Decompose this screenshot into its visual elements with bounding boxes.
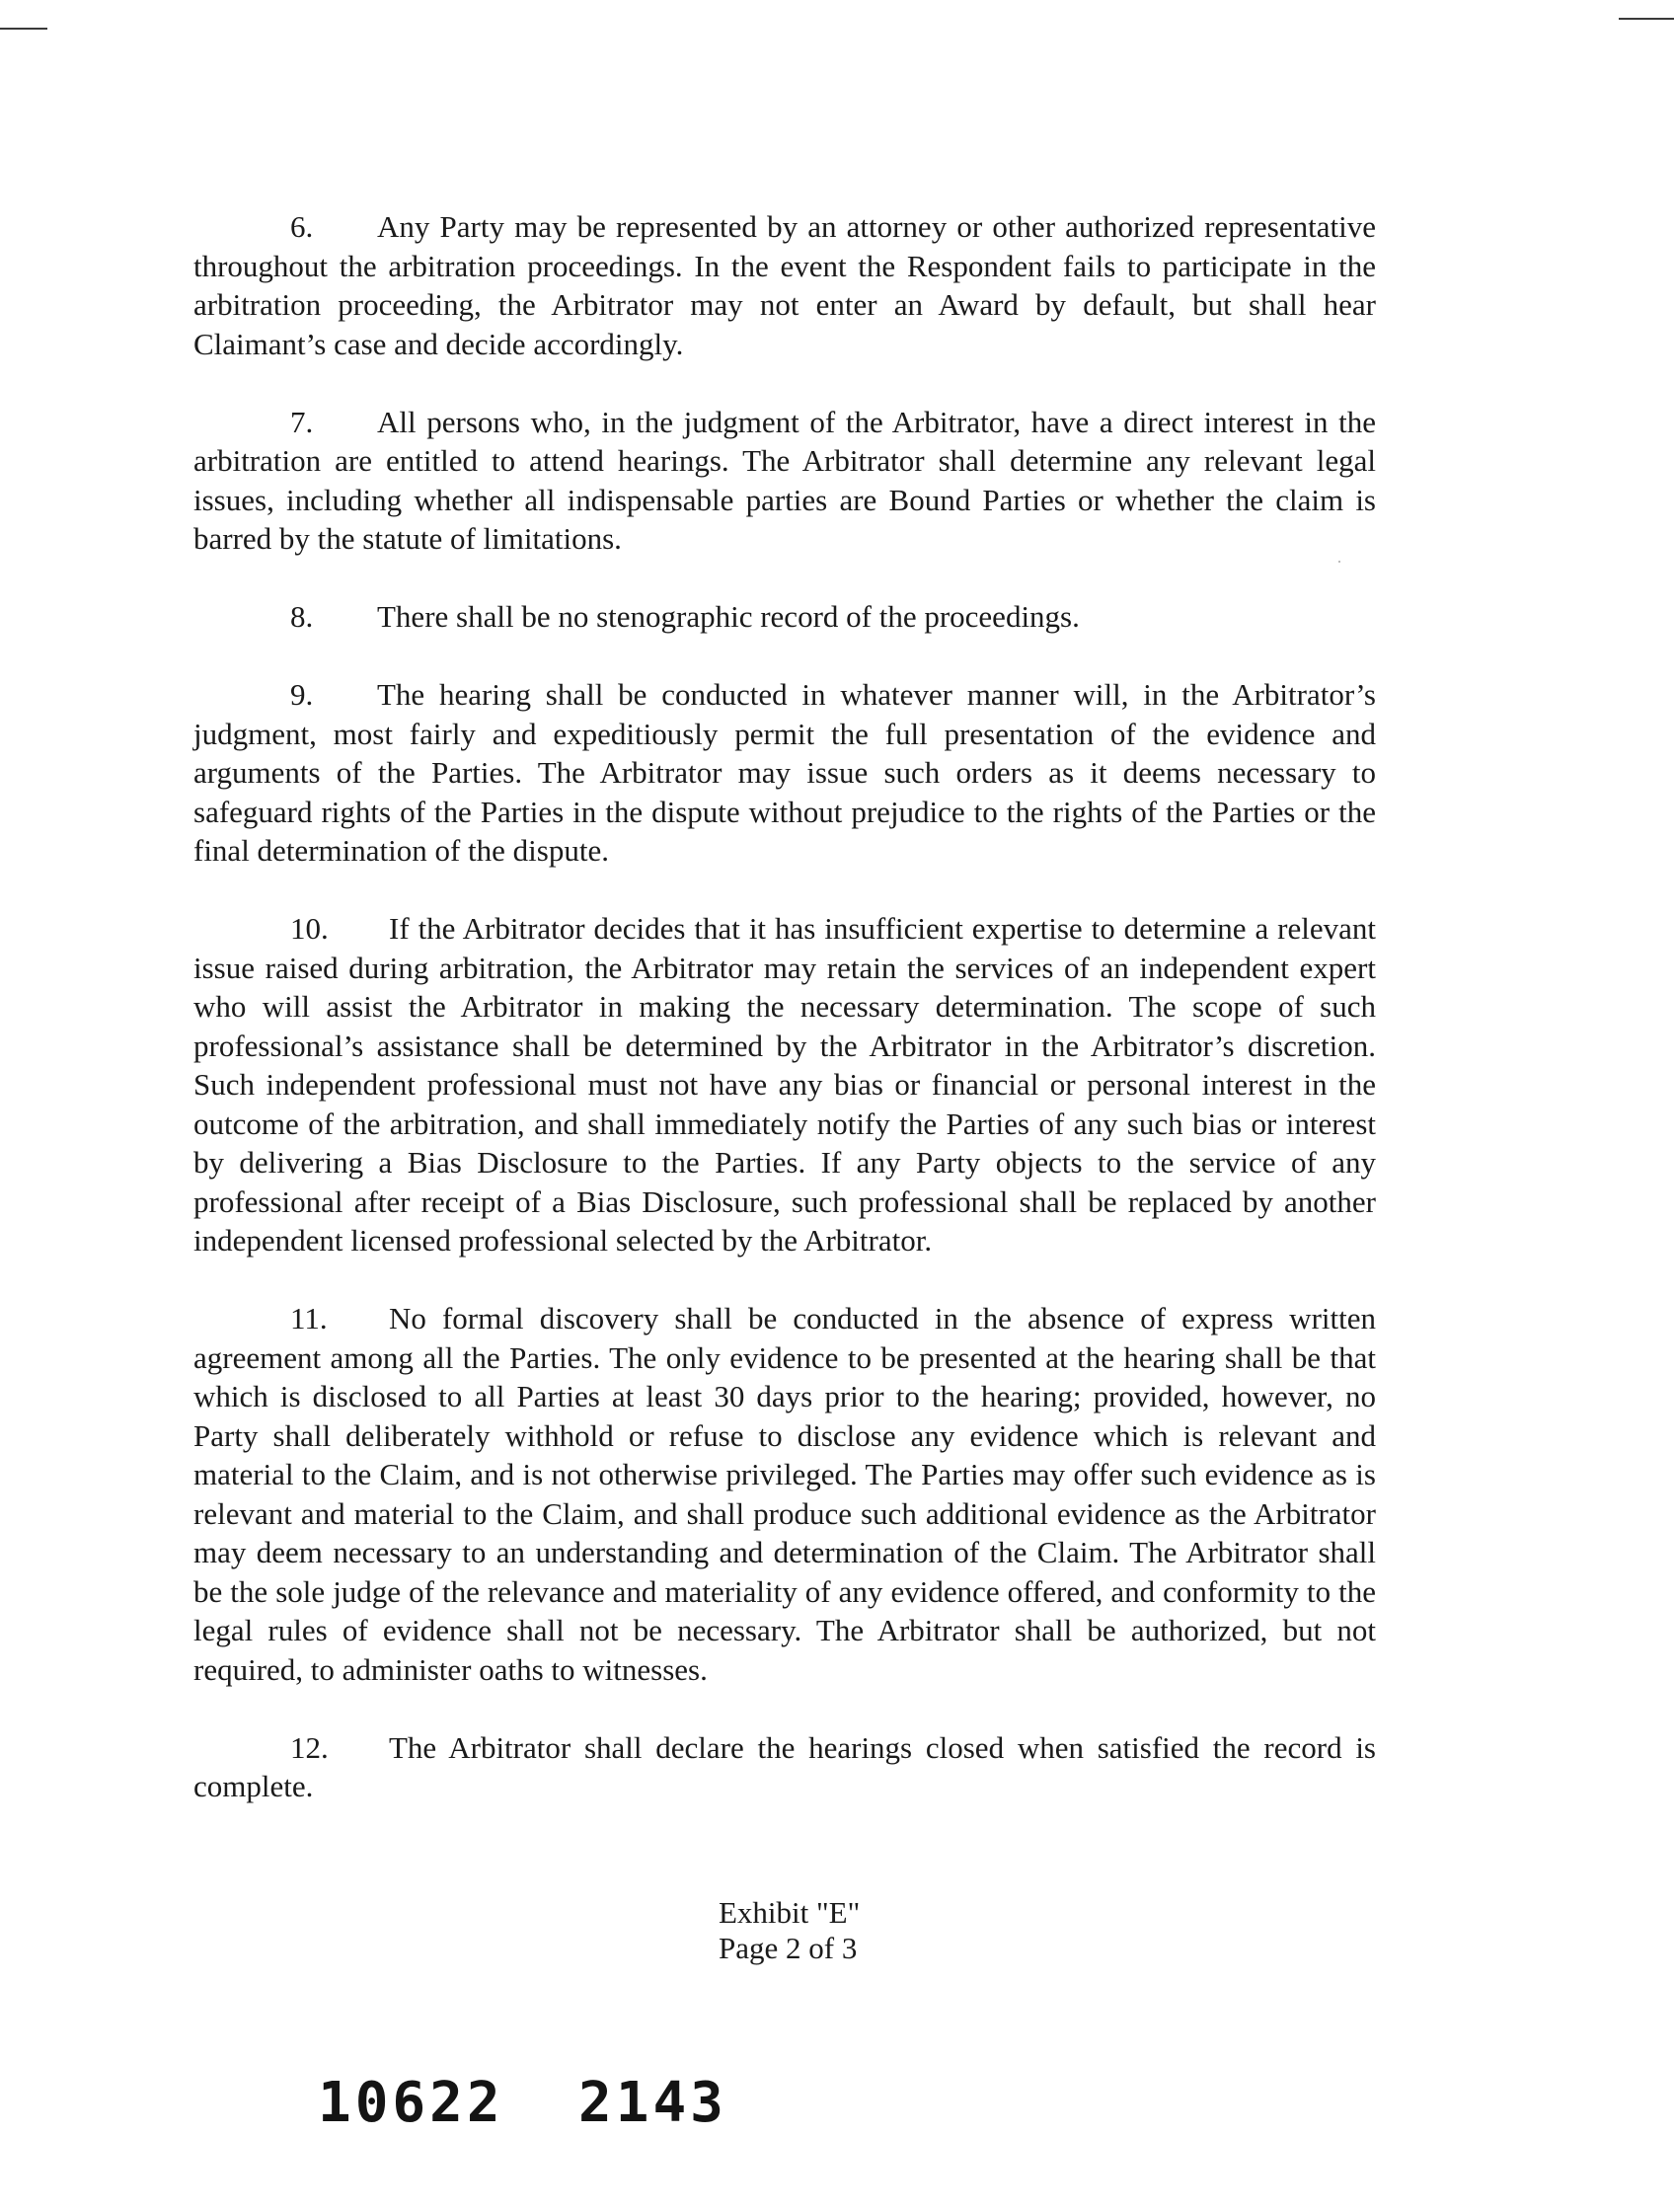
paragraph-number: 12. bbox=[290, 1729, 329, 1765]
paragraph-text: All persons who, in the judgment of the Arbitrator, have a direct interest in the arbitration are entitled to attend hearings. The Arbitrator shall determine any relevant legal issues, including whether all indispensable parties are Bound Parties or whether the claim is barred by the statute of limitations. bbox=[193, 404, 1376, 556]
page-footer bbox=[719, 1895, 860, 1966]
stamp-book-number: 10622 bbox=[318, 2071, 504, 2135]
scan-edge-mark-right bbox=[1619, 18, 1674, 20]
paragraph-number: 11. bbox=[290, 1301, 328, 1335]
scan-edge-mark-left bbox=[0, 28, 47, 30]
paragraph-number: 8. bbox=[290, 599, 314, 634]
paragraph-text: Any Party may be represented by an attorney or other authorized representative throughout the arbitration proceedings. In the event the Respondent fails to participate in the arbitration proceeding, the Arbitrator may not enter an Award by default, but shall hear Claimant’s case and decide accordingly. bbox=[193, 209, 1376, 361]
paragraph-number: 10. bbox=[290, 911, 329, 946]
paragraph-text: No formal discovery shall be conducted in the absence of express written agreement among all the Parties. The only evidence to be presented at the hearing shall be that which is disclosed to all Parties at least 30 days prior to the hearing; provided, however, no Party shall deliberately withhold or refuse to disclose any evidence which is relevant and material to the Claim, and is not otherwise privileged. The Parties may offer such evidence as is relevant and material to the Claim, and shall produce such additional evidence as the Arbitrator may deem necessary to an understanding and determination of the Claim. The Arbitrator shall be the sole judge of the relevance and materiality of any evidence offered, and conformity to the legal rules of evidence shall not be necessary. The Arbitrator shall be authorized, but not required, to administer oaths to witnesses. bbox=[193, 1301, 1376, 1687]
page-number: Page 2 of 3 bbox=[719, 1931, 858, 1965]
paragraph-8 bbox=[193, 597, 1376, 637]
paragraph-6 bbox=[193, 207, 1376, 363]
paragraph-text: There shall be no stenographic record of the proceedings. bbox=[377, 599, 1080, 634]
stamp-page-number: 2143 bbox=[578, 2071, 727, 2135]
paragraph-7 bbox=[193, 403, 1376, 559]
paragraph-number: 6. bbox=[290, 209, 314, 244]
paragraph-9 bbox=[193, 675, 1376, 871]
paragraph-text: The Arbitrator shall declare the hearings closed when satisfied the record is complete. bbox=[193, 1729, 1376, 1803]
paragraph-number: 9. bbox=[290, 677, 314, 712]
paragraph-text: If the Arbitrator decides that it has insufficient expertise to determine a relevant issue raised during arbitration, the Arbitrator may retain the services of an independent expert who will assist the Arbitrator in making the necessary determination. The scope of such professional’s assistance shall be determined by the Arbitrator in the Arbitrator’s discretion. Such independent professional must not have any bias or financial or personal interest in the outcome of the arbitration, and shall immediately notify the Parties of any such bias or interest by delivering a Bias Disclosure to the Parties. If any Party objects to the service of any professional after receipt of a Bias Disclosure, such professional shall be replaced by another independent licensed professional selected by the Arbitrator. bbox=[193, 911, 1376, 1258]
paragraph-text: The hearing shall be conducted in whatever manner will, in the Arbitrator’s judgment, most fairly and expeditiously permit the full presentation of the evidence and arguments of the Parties. The Arbitrator may issue such orders as it deems necessary to safeguard rights of the Parties in the dispute without prejudice to the rights of the Parties or the final determination of the dispute. bbox=[193, 677, 1376, 868]
paragraph-12 bbox=[193, 1728, 1376, 1806]
recording-stamp bbox=[318, 2071, 727, 2135]
document-body bbox=[193, 207, 1376, 1845]
paragraph-11 bbox=[193, 1299, 1376, 1689]
paragraph-10 bbox=[193, 909, 1376, 1260]
paragraph-number: 7. bbox=[290, 404, 314, 439]
exhibit-label: Exhibit "E" bbox=[719, 1895, 861, 1930]
